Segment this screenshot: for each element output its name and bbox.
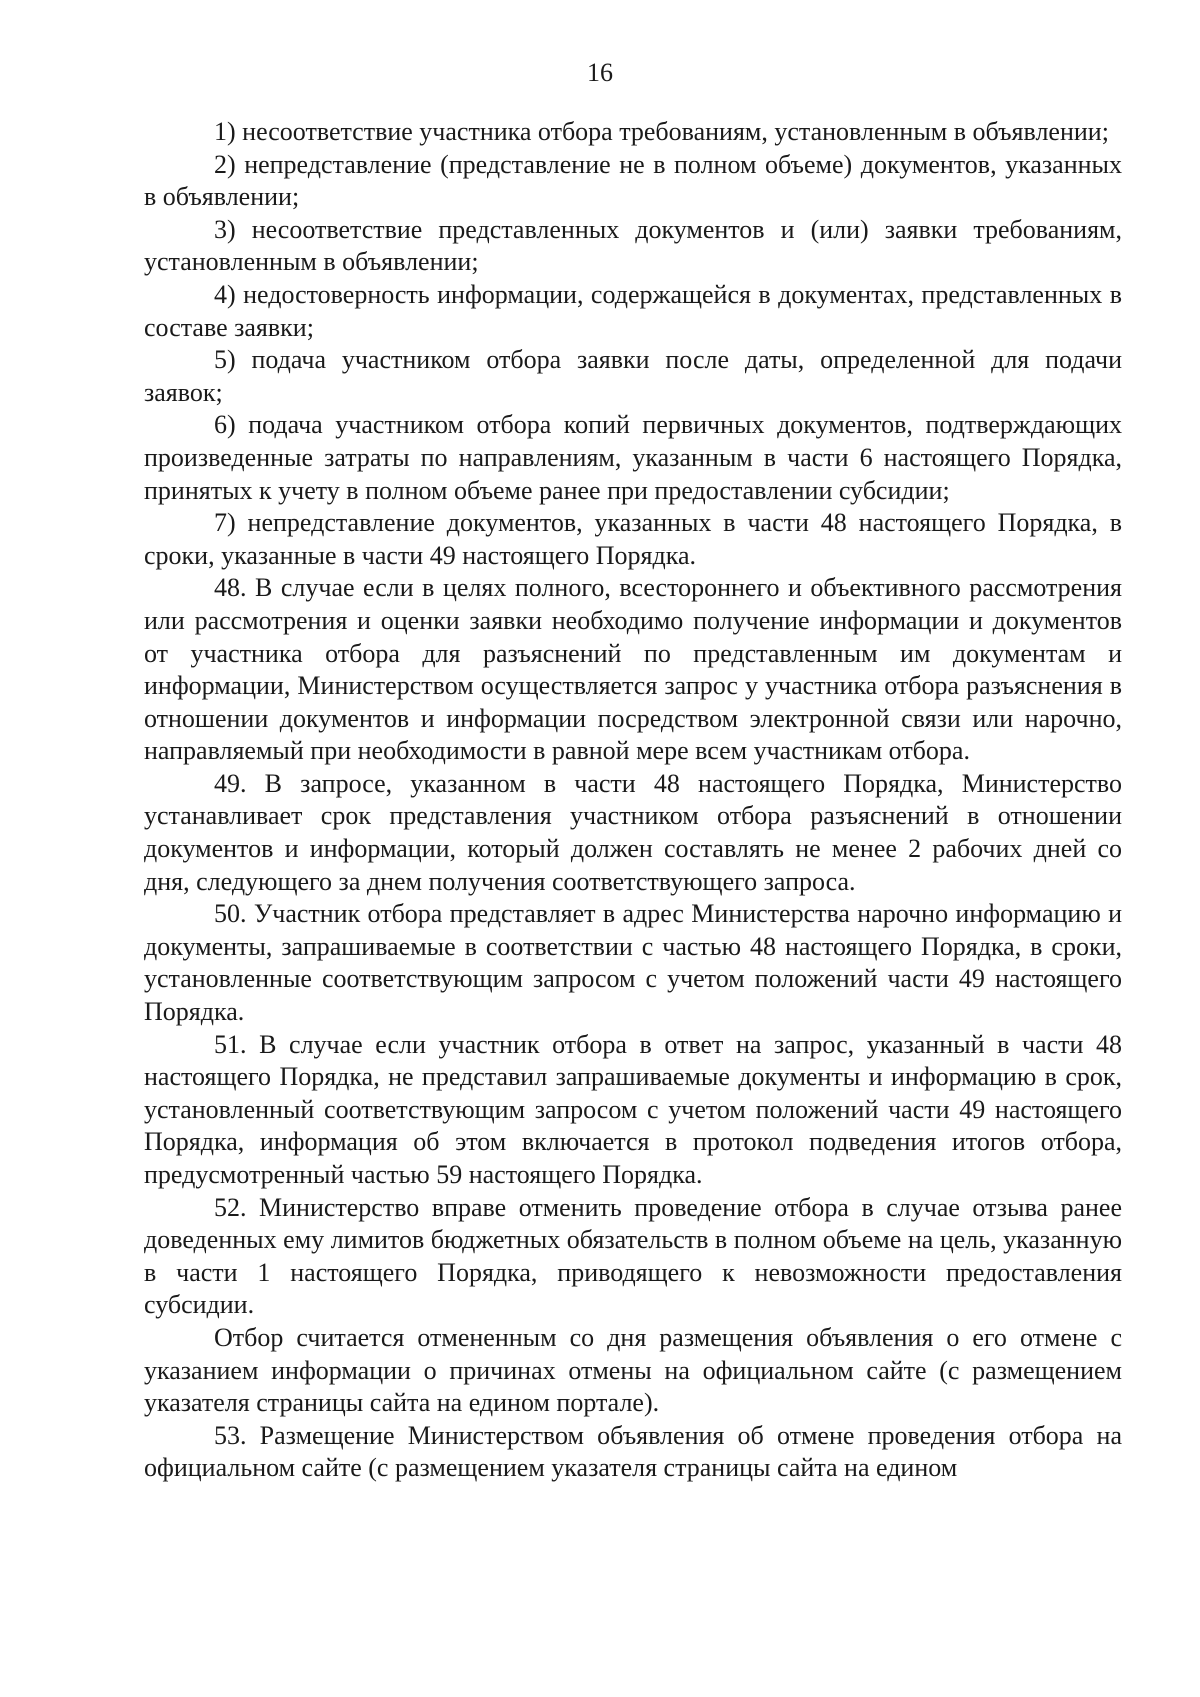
clause-51: 51. В случае если участник отбора в ответ на запрос, указанный в части 48 настоящего Порядка, не представил запрашиваемые документы и информацию в срок, установленный соответствующим запросом с учетом положений части 49 настоящего Порядка, информация об этом включается в протокол подведения итогов отбора, предусмотренный частью 59 настоящего Порядка. xyxy=(144,1029,1122,1189)
clause-50: 50. Участник отбора представляет в адрес Министерства нарочно информацию и документы, запрашиваемые в соответствии с частью 48 настоящего Порядка, в сроки, установленные соответствующим запросом с учетом положений части 49 настоящего Порядка. xyxy=(144,899,1122,1027)
document-body xyxy=(144,116,1122,1485)
list-item-4: 4) недостоверность информации, содержащейся в документах, представленных в составе заявки; xyxy=(144,279,1122,342)
list-item-7: 7) непредставление документов, указанных в части 48 настоящего Порядка, в сроки, указанные в части 49 настоящего Порядка. xyxy=(144,508,1122,570)
clause-52-cancellation-note: Отбор считается отмененным со дня размещения объявления о его отмене с указанием информации о причинах отмены на официальном сайте (с размещением указателя страницы сайта на едином портале). xyxy=(144,1322,1122,1418)
list-item-2: 2) непредставление (представление не в полном объеме) документов, указанных в объявлении; xyxy=(144,149,1122,212)
list-item-3: 3) несоответствие представленных документов и (или) заявки требованиям, установленным в объявлении; xyxy=(144,214,1122,277)
list-item-5: 5) подача участником отбора заявки после даты, определенной для подачи заявок; xyxy=(144,345,1122,407)
list-item-1: 1) несоответствие участника отбора требованиям, установленным в объявлении; xyxy=(214,117,1109,146)
clause-53: 53. Размещение Министерством объявления об отмене проведения отбора на официальном сайте (с размещением указателя страницы сайта на едином xyxy=(144,1420,1122,1483)
page-number: 16 xyxy=(587,58,613,87)
list-item-6: 6) подача участником отбора копий первичных документов, подтверждающих произведенные затраты по направлениям, указанным в части 6 настоящего Порядка, принятых к учету в полном объеме ранее при предоставлении субсидии; xyxy=(144,410,1122,505)
clause-52: 52. Министерство вправе отменить проведение отбора в случае отзыва ранее доведенных ему лимитов бюджетных обязательств в полном объеме на цель, указанную в части 1 настоящего Порядка, приводящего к невозможности предоставления субсидии. xyxy=(144,1192,1122,1320)
clause-49: 49. В запросе, указанном в части 48 настоящего Порядка, Министерство устанавливает срок представления участником отбора разъяснений в отношении документов и информации, который должен составлять не менее 2 рабочих дней со дня, следующего за днем получения соответствующего запроса. xyxy=(144,768,1122,896)
clause-48: 48. В случае если в целях полного, всестороннего и объективного рассмотрения или рассмотрения и оценки заявки необходимо получение информации и документов от участника отбора для разъяснений по представленным им документам и информации, Министерством осуществляется запрос у участника отбора разъяснения в отношении документов и информации посредством электронной связи или нарочно, направляемый при необходимости в равной мере всем участникам отбора. xyxy=(144,573,1122,766)
